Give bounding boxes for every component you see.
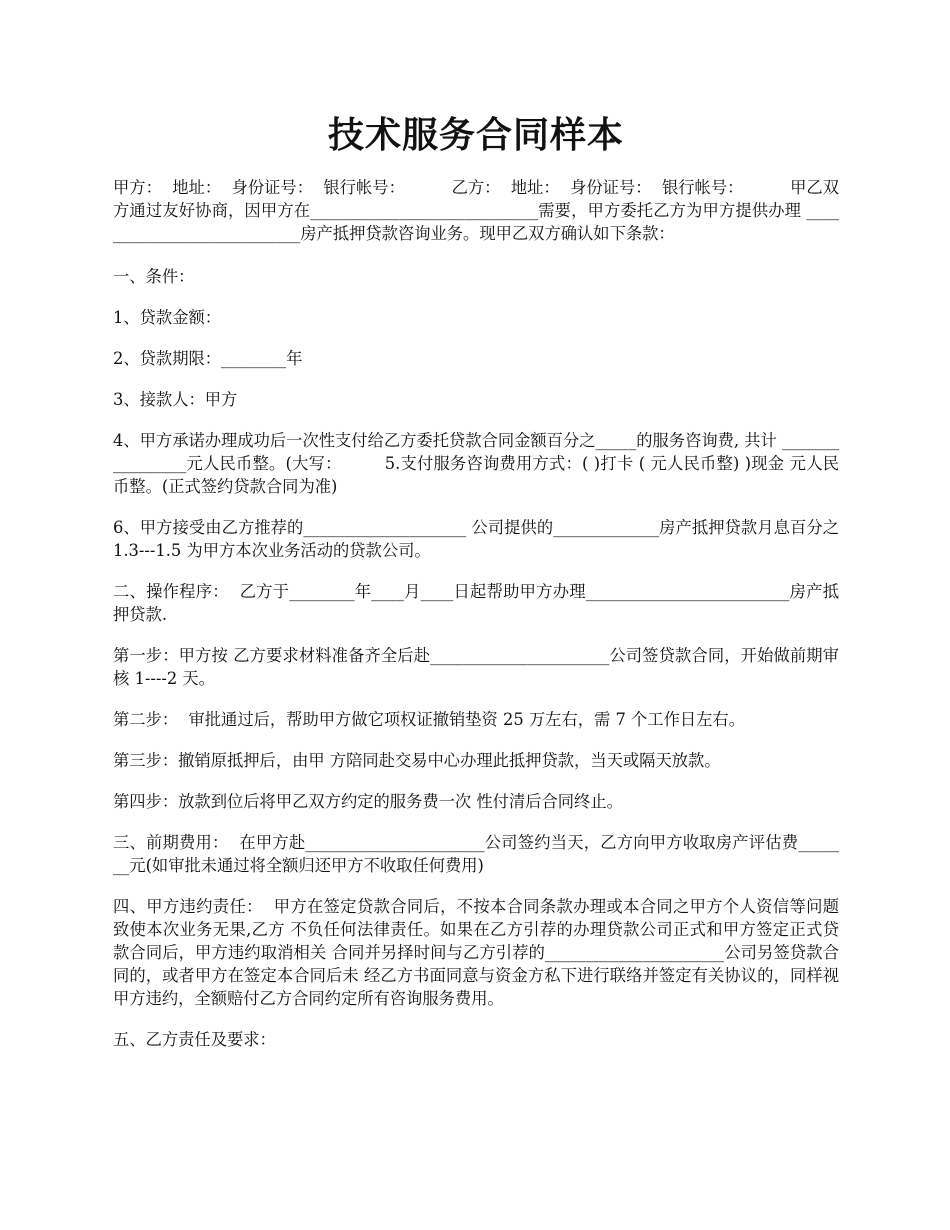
loan-company-clause: 6、甲方接受由乙方推荐的____________________ 公司提供的_____________房产抵押贷款月息百分之 1.3---1.5 为甲方本次业务活动的贷款公司。 — [113, 518, 845, 560]
recipient-clause: 3、接款人：甲方 — [113, 390, 238, 409]
contract-parties-paragraph: 甲方： 地址： 身份证号： 银行帐号： 乙方： 地址： 身份证号： 银行帐号： 甲乙双方通过友好协商，因甲方在____________________________需要，甲方委托乙方为甲方提供办理 ___________________________房产抵押贷款咨询业务。现甲乙双方确认如下条款： — [113, 178, 839, 243]
document-page — [113, 110, 845, 1069]
step-two-paragraph: 第二步： 审批通过后，帮助甲方做它项权证撤销垫资 25 万左右，需 7 个工作日左右。 — [113, 710, 745, 729]
section-conditions-heading: 一、条件： — [113, 267, 195, 286]
service-fee-clause: 4、甲方承诺办理成功后一次性支付给乙方委托贷款合同金额百分之_____的服务咨询费, 共计 ________________元人民币整。(大写： 5.支付服务咨询费用方式：( )打卡 ( 元人民币整) )现金 元人民币整。(正式签约贷款合同为准) — [113, 431, 839, 496]
step-three-paragraph: 第三步：撤销原抵押后，由甲 方陪同赴交易中心办理此抵押贷款，当天或隔天放款。 — [113, 751, 721, 770]
section-procedure-paragraph: 二、操作程序： 乙方于________年____月____日起帮助甲方办理_________________________房产抵押贷款. — [113, 582, 839, 624]
step-four-paragraph: 第四步：放款到位后将甲乙双方约定的服务费一次 性付清后合同终止。 — [113, 792, 623, 811]
section-breach-liability-paragraph: 四、甲方违约责任： 甲方在签定贷款合同后，不按本合同条款办理或本合同之甲方个人资信等问题致使本次业务无果,乙方 不负任何法律责任。如果在乙方引荐的办理贷款公司正式和甲方签定正式贷款合同后，甲方违约取消相关 合同并另择时间与乙方引荐的______________________公司另签贷款合同的，或者甲方在签定本合同后未 经乙方书面同意与资金方私下进行联络并签定有关协议的，同样视甲方违约，全额赔付乙方合同约定所有咨询服务费用。 — [113, 897, 839, 1008]
step-one-paragraph: 第一步：甲方按 乙方要求材料准备齐全后赴______________________公司签贷款合同，开始做前期审核 1----2 天。 — [113, 646, 839, 688]
loan-amount-clause: 1、贷款金额： — [113, 308, 222, 327]
document-title: 技术服务合同样本 — [327, 115, 624, 156]
section-party-b-duties-heading: 五、乙方责任及要求： — [113, 1030, 276, 1049]
loan-term-clause: 2、贷款期限：________年 — [113, 349, 303, 368]
section-upfront-fees-paragraph: 三、前期费用： 在甲方赴______________________公司签约当天，乙方向甲方收取房产评估费_______元(如审批未通过将全额归还甲方不收取任何费用) — [113, 833, 839, 875]
